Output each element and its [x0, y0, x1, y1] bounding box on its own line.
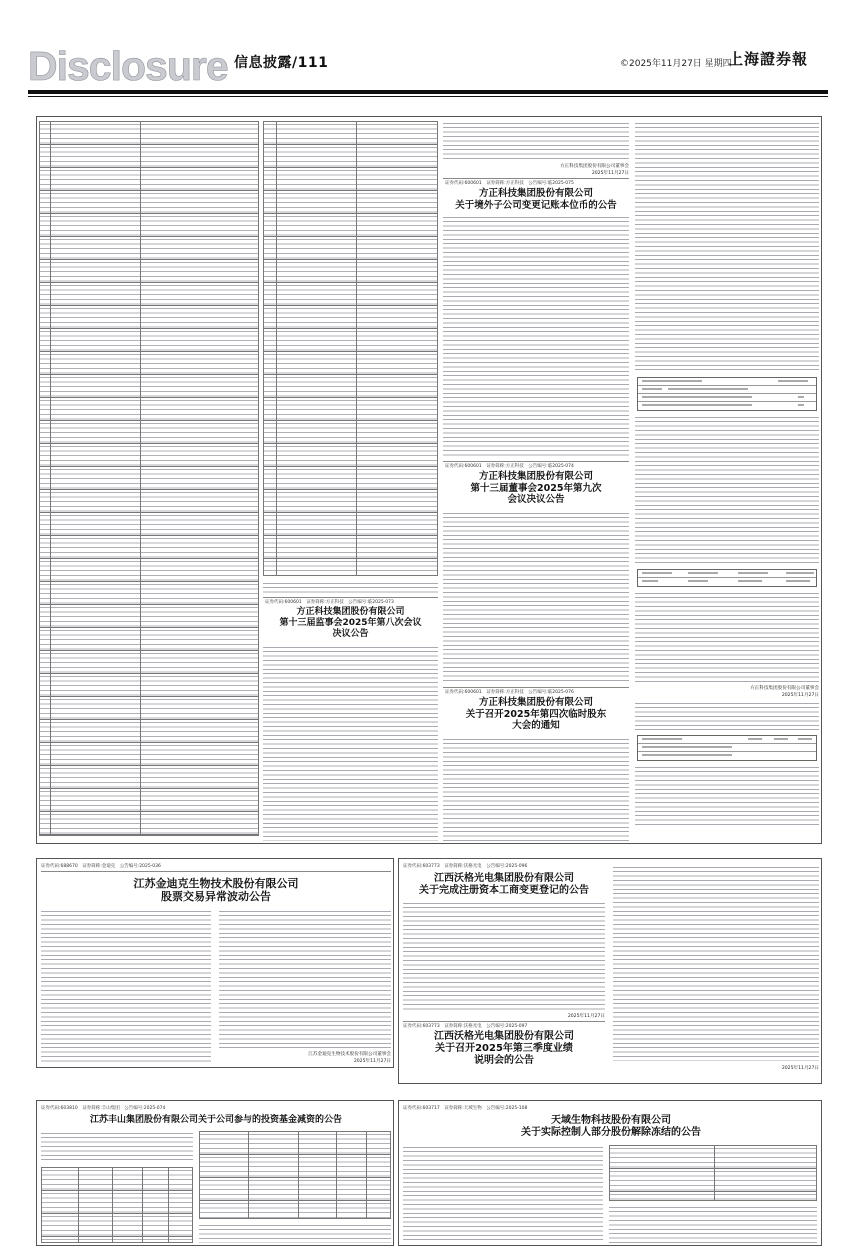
- prior-notice-signoff: 方正科技集团股份有限公司董事会: [560, 164, 629, 169]
- jindike-code-line: 证券代码:688670 证券简称:金迪克 公告编号:2025-036: [41, 864, 161, 869]
- jindike-signoff: 江苏金迪克生物技术股份有限公司董事会: [308, 1052, 391, 1057]
- masthead: [28, 42, 828, 88]
- tianyu-code-line: 证券代码:603717 证券简称:天域生物 公告编号:2025-108: [403, 1106, 528, 1111]
- shareholder-meeting-body: [443, 737, 629, 841]
- jindike-title: 江苏金迪克生物技术股份有限公司 股票交易异常波动公告: [133, 877, 299, 904]
- meeting-details-text-3: [635, 591, 819, 683]
- wolge-announcement-block: [398, 858, 822, 1084]
- board-notice-code-line: 证券代码:600601 证券简称:方正科技 公告编号:临2025-074: [445, 464, 574, 469]
- jindike-date: 2025年11月27日: [353, 1059, 391, 1064]
- fengshan-fund-table-left: [41, 1167, 193, 1243]
- newspaper-name: 上海證券報: [728, 50, 809, 68]
- supervisor-announcement-title: 方正科技集团股份有限公司 第十三届监事会2025年第八次会议 决议公告: [279, 607, 422, 639]
- fangzheng-announcement-block: [36, 116, 822, 844]
- proxy-form-footer: [635, 765, 819, 825]
- issue-date: ©2025年11月27日 星期四: [620, 59, 732, 69]
- board-resolution-title: 方正科技集团股份有限公司 第十三届董事会2025年第九次 会议决议公告: [470, 471, 602, 506]
- articles-comparison-table-left: [39, 121, 259, 836]
- meeting-notice-signoff: 方正科技集团股份有限公司董事会: [750, 686, 819, 691]
- tianyu-body-left: [403, 1145, 603, 1243]
- meeting-details-text-1: [635, 121, 819, 371]
- supervisor-announcement-body: [263, 645, 438, 841]
- masthead-rule: [28, 90, 828, 94]
- tianyu-title: 天域生物科技股份有限公司 关于实际控制人部分股份解除冻结的公告: [521, 1115, 701, 1139]
- wolge-code-line-b: 证券代码:603773 证券简称:沃格光电 公告编号:2025-097: [403, 1024, 528, 1029]
- proxy-form-text: [635, 701, 819, 731]
- meeting-notice-code-line: 证券代码:600601 证券简称:方正科技 公告编号:临2025-076: [445, 690, 574, 695]
- table-footnote-text: [263, 581, 438, 593]
- wolge-code-line-a: 证券代码:603773 证券简称:沃格光电 公告编号:2025-096: [403, 864, 528, 869]
- fengshan-announcement-block: [36, 1100, 394, 1246]
- meeting-proposals-table: [637, 377, 817, 411]
- wolge-capital-signoff: 2025年11月27日: [567, 1014, 605, 1019]
- masthead-rule-thin: [28, 96, 828, 97]
- currency-notice-code-line: 证券代码:600601 证券简称:方正科技 公告编号:临2025-075: [445, 181, 574, 186]
- wolge-results-title: 江西沃格光电集团股份有限公司 关于召开2025年第三季度业绩 说明会的公告: [434, 1031, 574, 1067]
- jindike-body-left: [41, 909, 211, 1063]
- currency-announcement-title: 方正科技集团股份有限公司 关于境外子公司变更记账本位币的公告: [455, 188, 617, 211]
- meeting-details-text-2: [635, 415, 819, 565]
- masthead-word: Disclosure: [28, 43, 228, 89]
- fengshan-title: 江苏丰山集团股份有限公司关于公司参与的投资基金减资的公告: [89, 1115, 342, 1125]
- tianyu-announcement-block: [398, 1100, 822, 1246]
- jindike-body-right: [219, 909, 391, 1049]
- proxy-voting-table: [637, 735, 817, 761]
- wolge-results-signoff: 2025年11月27日: [781, 1066, 819, 1071]
- prior-notice-date: 2025年11月27日: [591, 171, 629, 176]
- wolge-results-body-right: [613, 865, 819, 1061]
- jindike-announcement-block: [36, 858, 394, 1068]
- fengshan-body-left: [41, 1131, 193, 1163]
- prior-notice-tail-text: [443, 121, 629, 159]
- currency-announcement-body: [443, 215, 629, 457]
- fengshan-code-line: 证券代码:603810 证券简称:丰山集团 公告编号:2025-074: [41, 1106, 166, 1111]
- wolge-capital-body: [403, 901, 605, 1011]
- section-title: 信息披露/111: [234, 55, 329, 71]
- fengshan-body-right: [199, 1223, 391, 1243]
- shareholder-class-table: [637, 569, 817, 587]
- notice-code-line: 证券代码:600601 证券简称:方正科技 公告编号:临2025-073: [265, 600, 394, 605]
- tianyu-body-right: [609, 1205, 817, 1243]
- articles-comparison-table-mid: [263, 121, 438, 576]
- board-resolution-body: [443, 511, 629, 681]
- wolge-capital-title: 江西沃格光电集团股份有限公司 关于完成注册资本工商变更登记的公告: [419, 873, 589, 897]
- shareholder-meeting-title: 方正科技集团股份有限公司 关于召开2025年第四次临时股东 大会的通知: [465, 697, 607, 732]
- tianyu-share-table: [609, 1145, 817, 1201]
- fengshan-fund-table-right: [199, 1131, 391, 1219]
- meeting-notice-date: 2025年11月27日: [781, 693, 819, 698]
